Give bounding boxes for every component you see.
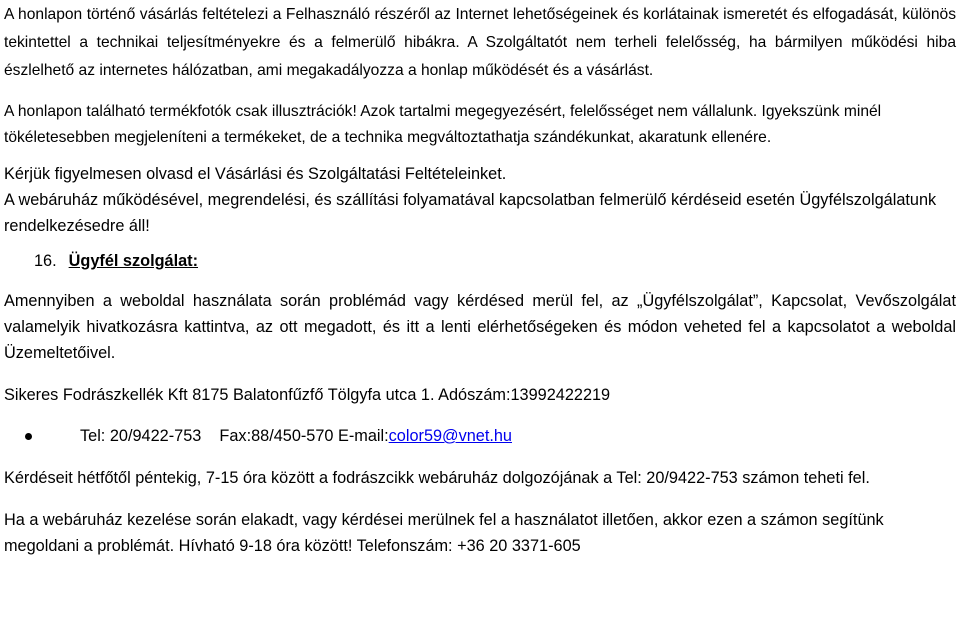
section-heading xyxy=(4,248,956,274)
paragraph-read-terms: Kérjük figyelmesen olvasd el Vásárlási és Szolgáltatási Feltételeinket. xyxy=(4,165,507,183)
paragraph-product-photos: A honlapon található termékfotók csak illusztrációk! Azok tartalmi megegyezésért, felelősséget nem vállalunk. Igyekszünk minél tökéletesebben megjeleníteni a termékeket, de a technika megváltoztathatja szándékunkat, akaratunk ellenére. xyxy=(4,103,882,146)
paragraph-company-details: Sikeres Fodrászkellék Kft 8175 Balatonfűzfő Tölgyfa utca 1. Adószám:13992422219 xyxy=(4,386,611,404)
bullet-icon xyxy=(25,433,32,440)
contact-tel: Tel: 20/9422-753 xyxy=(80,427,202,445)
paragraph-office-hours: Kérdéseit hétfőtől péntekig, 7-15 óra között a fodrászcikk webáruház dolgozójának a Tel: 20/9422-753 számon teheti fel. xyxy=(4,469,870,487)
paragraph-help-line: Ha a webáruház kezelése során elakadt, vagy kérdései merülnek fel a használatot illetően, akkor ezen a számon segítünk megoldani a problémát. Hívható 9-18 óra között! Telefonszám: +36 20 3371-605 xyxy=(4,511,884,555)
paragraph-contact-info: Amennyiben a weboldal használata során problémád vagy kérdésed merül fel, az „Ügyfélszolgálat”, Kapcsolat, Vevőszolgálat valamelyik hivatkozásra kattintva, az ott megadott, és itt a lenti elérhetőségeken és módon veheted fel a kapcsolatot a weboldal Üzemeltetőivel. xyxy=(4,292,956,362)
email-link[interactable]: color59@vnet.hu xyxy=(388,427,512,445)
contact-list-item xyxy=(4,423,956,449)
paragraph-customer-service-available: A webáruház működésével, megrendelési, és szállítási folyamatával kapcsolatban felmerülő kérdéseid esetén Ügyfélszolgálatunk rendelkezésedre áll! xyxy=(4,191,937,235)
section-title: Ügyfél szolgálat: xyxy=(68,252,199,270)
paragraph-internet-terms: A honlapon történő vásárlás feltételezi a Felhasználó részéről az Internet lehetőségeinek és korlátainak ismeretét és elfogadását, különös tekintettel a technikai teljesítményekre és a felmerülő hibákra. A Szolgáltatót nem terheli felelősség, ha bármilyen működési hiba észlelhető az internetes hálózatban, ami megakadályozza a honlap működését és a vásárlást. xyxy=(4,6,956,79)
section-number: 16. xyxy=(34,252,57,270)
contact-fax-email-label: Fax:88/450-570 E-mail: xyxy=(219,427,389,445)
